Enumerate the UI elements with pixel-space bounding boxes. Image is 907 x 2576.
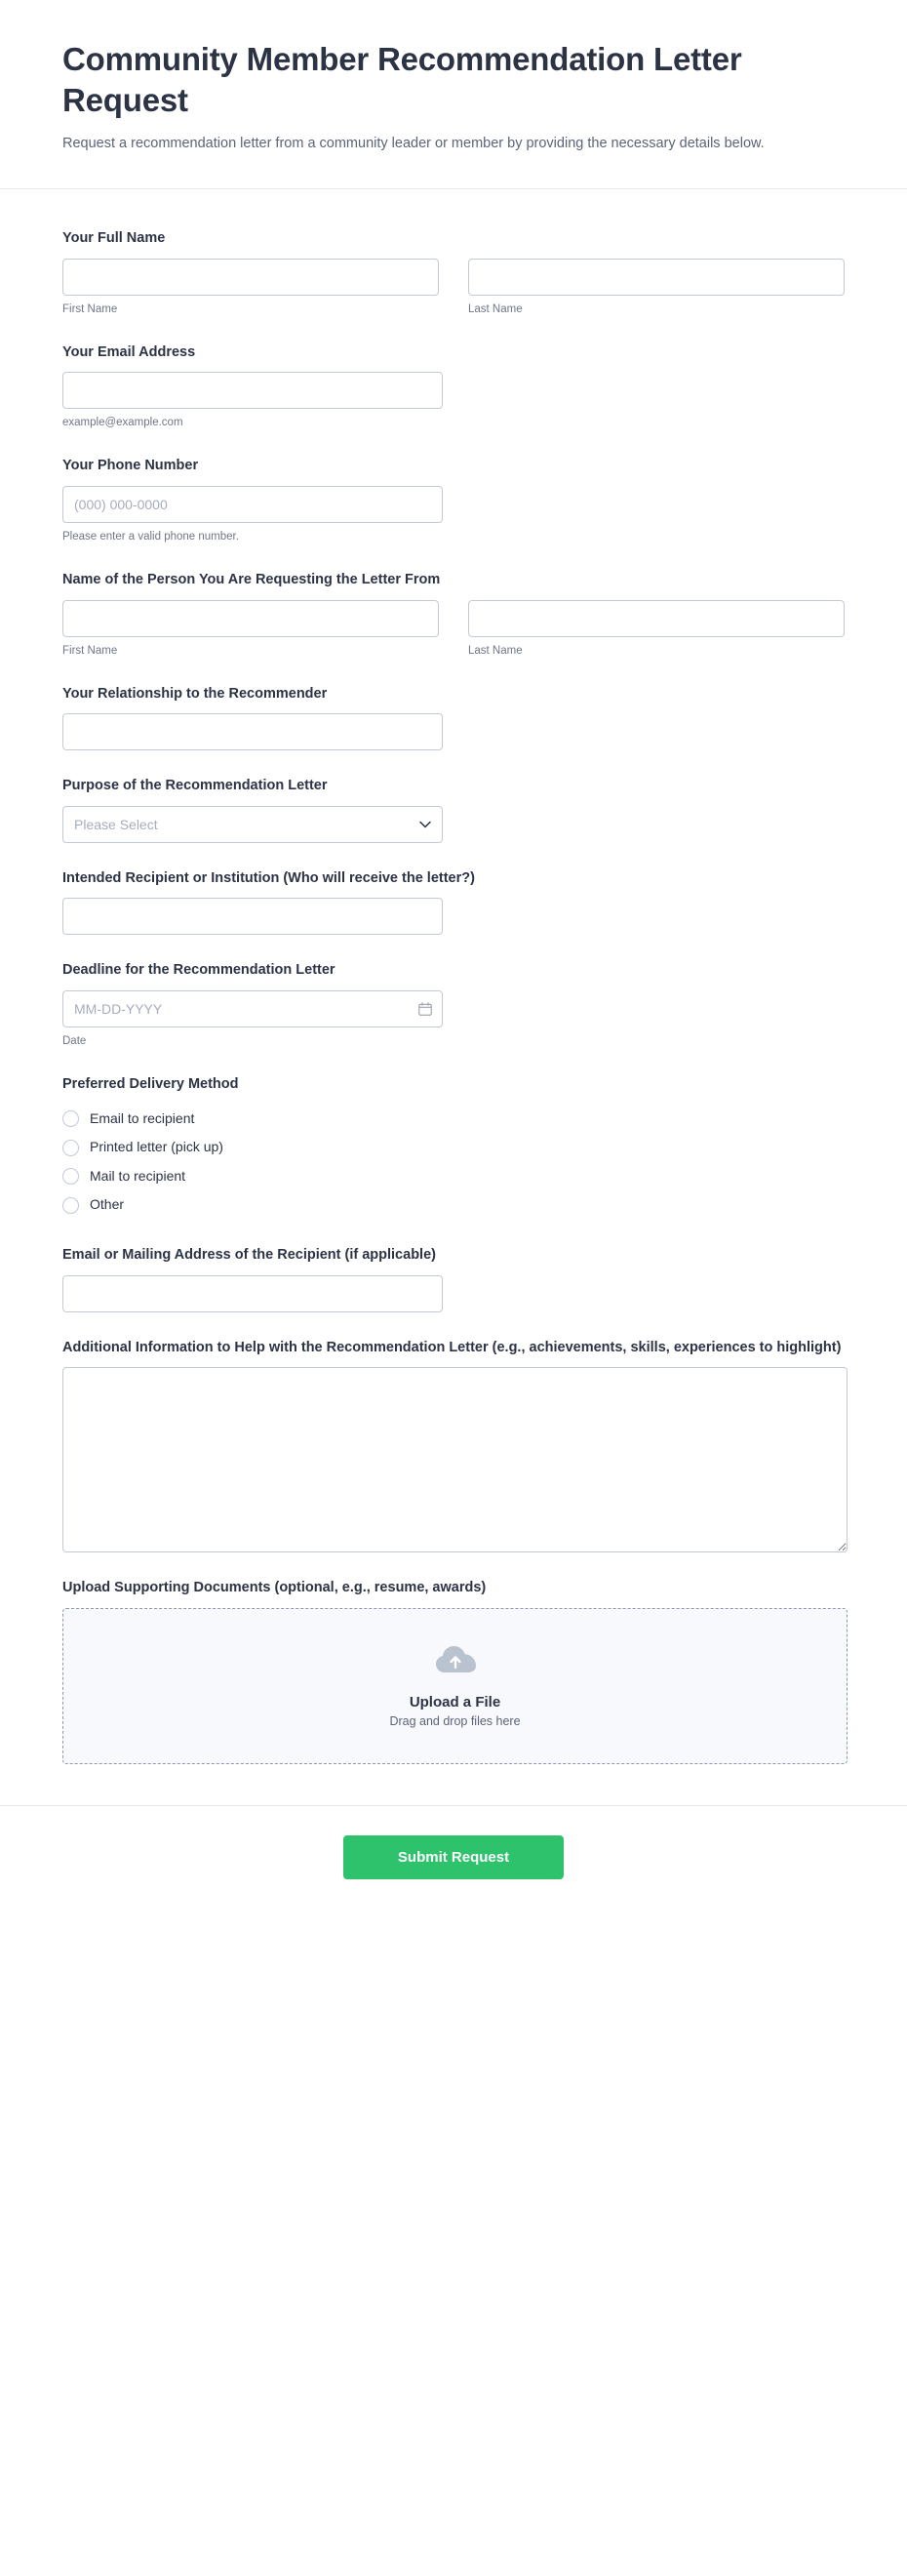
recommender-last-sublabel: Last Name (468, 644, 523, 657)
page-title: Community Member Recommendation Letter Request (62, 41, 742, 119)
full-name-last-input[interactable] (468, 259, 845, 296)
delivery-method-label: Preferred Delivery Method (62, 1076, 239, 1093)
email-sublabel: example@example.com (62, 417, 183, 429)
phone-input[interactable] (62, 486, 443, 523)
recommender-name-row (62, 600, 845, 659)
recommender-last-input[interactable] (468, 600, 845, 637)
field-upload (62, 1566, 845, 1778)
full-name-first-sublabel: First Name (62, 302, 118, 315)
radio-label: Printed letter (pick up) (90, 1139, 223, 1155)
radio-circle-icon[interactable] (62, 1197, 79, 1214)
field-relationship (62, 672, 845, 765)
additional-info-textarea[interactable] (62, 1367, 848, 1552)
field-recipient-address (62, 1233, 845, 1326)
radio-circle-icon[interactable] (62, 1140, 79, 1156)
field-email (62, 331, 845, 445)
recommender-first-col (62, 600, 439, 659)
field-phone (62, 444, 845, 558)
radio-label: Email to recipient (90, 1109, 195, 1126)
field-recommender-name (62, 558, 845, 672)
recipient-address-input[interactable] (62, 1275, 443, 1312)
cloud-upload-icon (434, 1644, 477, 1680)
radio-option-other[interactable] (62, 1190, 845, 1220)
submit-request-button[interactable]: Submit Request (343, 1835, 564, 1879)
phone-label: Your Phone Number (62, 458, 199, 474)
form-header (0, 0, 907, 189)
intended-recipient-label: Intended Recipient or Institution (Who will receive the letter?) (62, 869, 475, 886)
recipient-address-label: Email or Mailing Address of the Recipient (if applicable) (62, 1246, 436, 1263)
recommender-first-sublabel: First Name (62, 644, 118, 657)
full-name-first-col (62, 259, 439, 317)
deadline-input[interactable] (62, 990, 443, 1027)
field-additional-info (62, 1326, 845, 1567)
relationship-label: Your Relationship to the Recommender (62, 685, 328, 702)
purpose-select-wrap[interactable] (62, 806, 443, 843)
full-name-label: Your Full Name (62, 229, 166, 246)
deadline-label: Deadline for the Recommendation Letter (62, 962, 335, 979)
full-name-last-sublabel: Last Name (468, 302, 523, 315)
field-purpose (62, 764, 845, 857)
deadline-sublabel: Date (62, 1034, 87, 1047)
delivery-method-radio-group (62, 1105, 845, 1220)
purpose-label: Purpose of the Recommendation Letter (62, 778, 328, 794)
full-name-last-col (468, 259, 845, 317)
relationship-input[interactable] (62, 713, 443, 750)
email-input[interactable] (62, 372, 443, 409)
field-intended-recipient (62, 857, 845, 949)
field-delivery-method (62, 1063, 845, 1233)
upload-title: Upload a File (409, 1693, 501, 1711)
phone-sublabel: Please enter a valid phone number. (62, 530, 239, 543)
radio-label: Mail to recipient (90, 1167, 186, 1184)
email-label: Your Email Address (62, 343, 196, 360)
field-deadline (62, 948, 845, 1063)
intended-recipient-input[interactable] (62, 898, 443, 935)
recommender-name-label: Name of the Person You Are Requesting the Letter From (62, 571, 441, 587)
radio-option-mail-to-recipient[interactable] (62, 1162, 845, 1191)
purpose-select[interactable] (62, 806, 443, 843)
recommender-last-col (468, 600, 845, 659)
radio-option-printed-letter[interactable] (62, 1133, 845, 1162)
full-name-row (62, 259, 845, 317)
upload-hint: Drag and drop files here (389, 1713, 521, 1728)
radio-label: Other (90, 1196, 125, 1213)
field-full-name (62, 217, 845, 331)
full-name-first-input[interactable] (62, 259, 439, 296)
additional-info-label: Additional Information to Help with the Recommendation Letter (e.g., achievements, skills, experiences to highlight) (62, 1339, 842, 1355)
radio-circle-icon[interactable] (62, 1168, 79, 1185)
radio-circle-icon[interactable] (62, 1110, 79, 1127)
page-subtitle: Request a recommendation letter from a community leader or member by providing the necessary details below. (62, 136, 765, 152)
radio-option-email-to-recipient[interactable] (62, 1105, 845, 1134)
form-footer (0, 1805, 907, 1922)
file-upload-dropzone[interactable] (62, 1608, 848, 1764)
recommender-first-input[interactable] (62, 600, 439, 637)
upload-label: Upload Supporting Documents (optional, e.g., resume, awards) (62, 1580, 487, 1596)
deadline-input-wrap (62, 990, 443, 1027)
form-body (0, 189, 907, 1805)
